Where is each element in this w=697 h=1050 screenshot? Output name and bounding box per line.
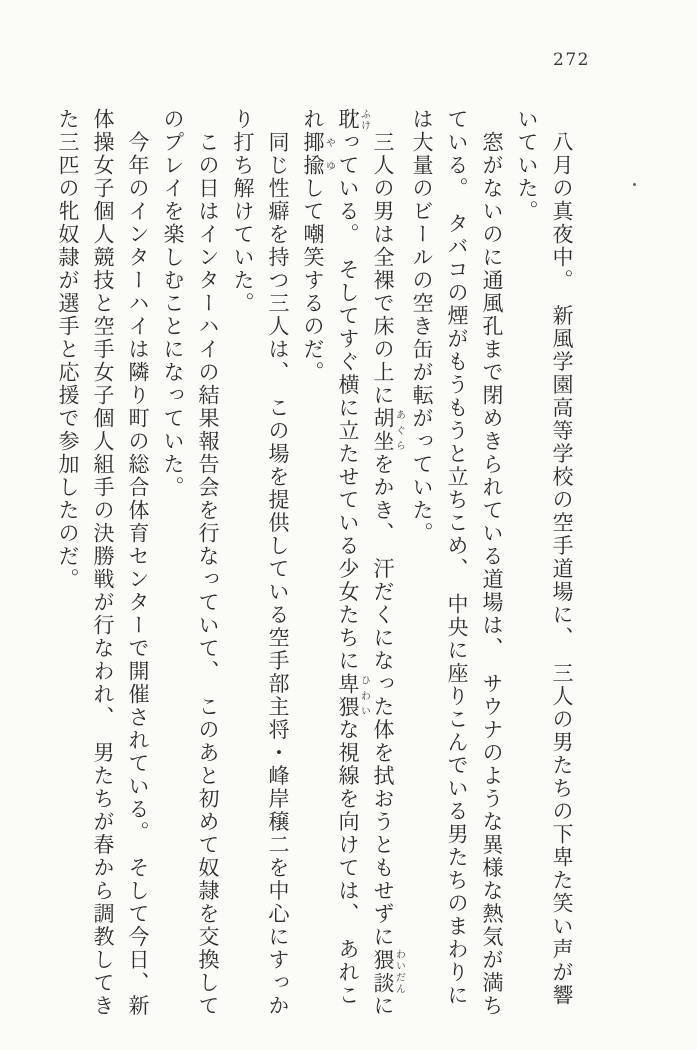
ruby-annotated-word: 猥談わいだん — [371, 948, 405, 995]
paragraph-2: 窓がないのに通風孔まで閉めきられている道場は、 サウナのような異様な熱気が満ちている。 タバコの煙がもうもうと立ちこめ、 中央に座りこんでいる男たちのまわりには大量のビールの空き缶が転がっていた。 — [410, 108, 504, 1018]
ruby-annotated-word: 胡坐あぐら — [371, 407, 405, 453]
furigana-reading: ひわい — [358, 672, 370, 719]
paragraph-5: この日はインターハイの結果報告会を行なっていて、 このあと初めて奴隷を交換してのプレイを楽しむことになっていた。 — [161, 108, 220, 1018]
paragraph-3: 三人の男は全裸で床の上に胡坐あぐらをかき、 汗だくになった体を拭おうともせずに猥談わいだんに耽ふけっている。 そしてすぐ横に立たせている少女たちに卑猥ひわいな視線を向けては、 あれこれ揶揄やゆして嘲笑するのだ。 — [301, 108, 405, 1018]
paragraph-4: 同じ性癖を持つ三人は、 この場を提供している空手部主将・峰岸穣二を中心にすっかり打ち解けていた。 — [231, 108, 290, 1018]
paragraph-6: 今年のインターハイは隣り町の総合体育センターで開催されている。 そして今日、新体操女子個人競技と空手女子個人組手の決勝戦が行なわれ、 男たちが春から調教してきた三匹の牝奴隷が選手と応援で参加したのだ。 — [56, 108, 150, 1018]
ruby-annotated-word: 卑猥ひわい — [336, 672, 370, 719]
ruby-annotated-word: 耽ふけ — [336, 108, 370, 131]
vertical-text-body — [50, 108, 579, 1018]
ruby-annotated-word: 揶揄やゆ — [301, 131, 335, 177]
furigana-reading: ふけ — [358, 108, 370, 131]
furigana-reading: やゆ — [323, 131, 335, 177]
paragraph-1: 八月の真夜中。 新風学園高等学校の空手道場に、 三人の男たちの下卑た笑い声が響いていた。 — [515, 108, 574, 1007]
page-number: 272 — [553, 50, 590, 70]
furigana-reading: あぐら — [393, 407, 405, 453]
furigana-reading: わいだん — [393, 948, 405, 995]
print-speck — [633, 183, 636, 186]
